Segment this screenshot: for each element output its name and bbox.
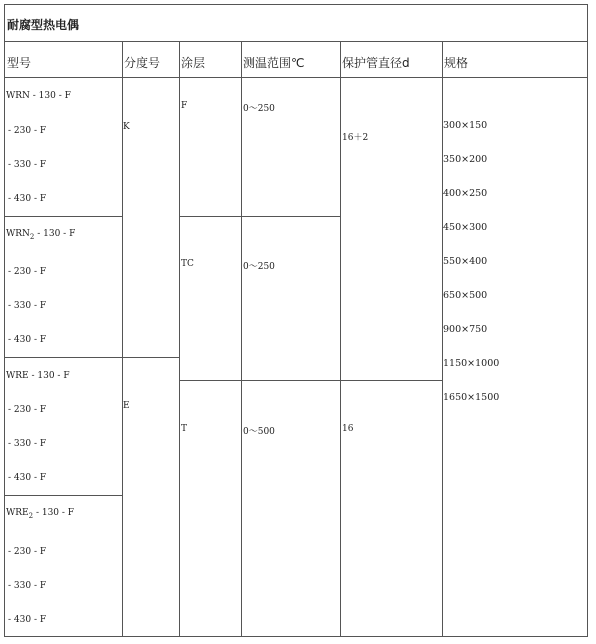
header-spec: 规格	[444, 56, 469, 70]
range-value: 0～250	[243, 104, 275, 114]
model-row: - 430 - F	[8, 335, 47, 345]
model-row: - 330 - F	[8, 439, 47, 449]
model-first-row: $WRE_2 - 130$ - F	[6, 508, 75, 520]
model-row: - 230 - F	[8, 267, 47, 277]
range-cell	[241, 77, 341, 217]
model-row: - 430 - F	[8, 194, 47, 204]
model-row: - 230 - F	[8, 405, 47, 415]
model-row: - 230 - F	[8, 126, 47, 136]
coating-value: T	[181, 424, 188, 434]
header-range: 测温范围℃	[243, 56, 305, 70]
diameter-cell	[340, 380, 443, 637]
header-coating: 涂层	[181, 56, 206, 70]
model-row: - 430 - F	[8, 615, 47, 625]
spec-value: 1150×1000	[443, 358, 500, 369]
coating-cell	[179, 216, 242, 381]
spec-value: 350×200	[443, 154, 488, 165]
spec-value: 650×500	[443, 290, 488, 301]
spec-value: 400×250	[443, 188, 488, 199]
model-row: - 430 - F	[8, 473, 47, 483]
coating-value: TC	[181, 259, 194, 269]
spec-value: 450×300	[443, 222, 488, 233]
model-first-row: WRN - 130 - F	[6, 91, 71, 101]
graduation-cell	[122, 357, 180, 637]
spec-value: 300×150	[443, 120, 488, 131]
range-value: 0～250	[243, 262, 275, 272]
spec-value: 1650×1500	[443, 392, 500, 403]
graduation-value: E	[123, 401, 130, 411]
header-graduation: 分度号	[124, 56, 161, 70]
model-row: - 330 - F	[8, 301, 47, 311]
model-row: - 330 - F	[8, 160, 47, 170]
model-first-row: $WRN_2 - 130$ - F	[6, 229, 76, 241]
model-row: - 330 - F	[8, 581, 47, 591]
range-value: 0～500	[243, 427, 275, 437]
graduation-cell	[122, 77, 180, 358]
spec-value: 900×750	[443, 324, 488, 335]
range-cell	[241, 216, 341, 381]
model-row: - 230 - F	[8, 547, 47, 557]
diameter-value: 16	[342, 424, 354, 434]
header-diameter: 保护管直径d	[342, 56, 410, 70]
coating-cell	[179, 77, 242, 217]
diameter-cell	[340, 77, 443, 381]
diameter-value: 16＋2	[342, 133, 369, 143]
title-row	[5, 5, 587, 42]
graduation-value: K	[123, 122, 130, 132]
model-first-row: WRE - 130 - F	[6, 371, 70, 381]
spec-value: 550×400	[443, 256, 488, 267]
coating-cell	[179, 380, 242, 637]
table-title: 耐腐型热电偶	[7, 18, 80, 32]
header-model: 型号	[7, 56, 32, 70]
range-cell	[241, 380, 341, 637]
coating-value: F	[181, 101, 188, 111]
